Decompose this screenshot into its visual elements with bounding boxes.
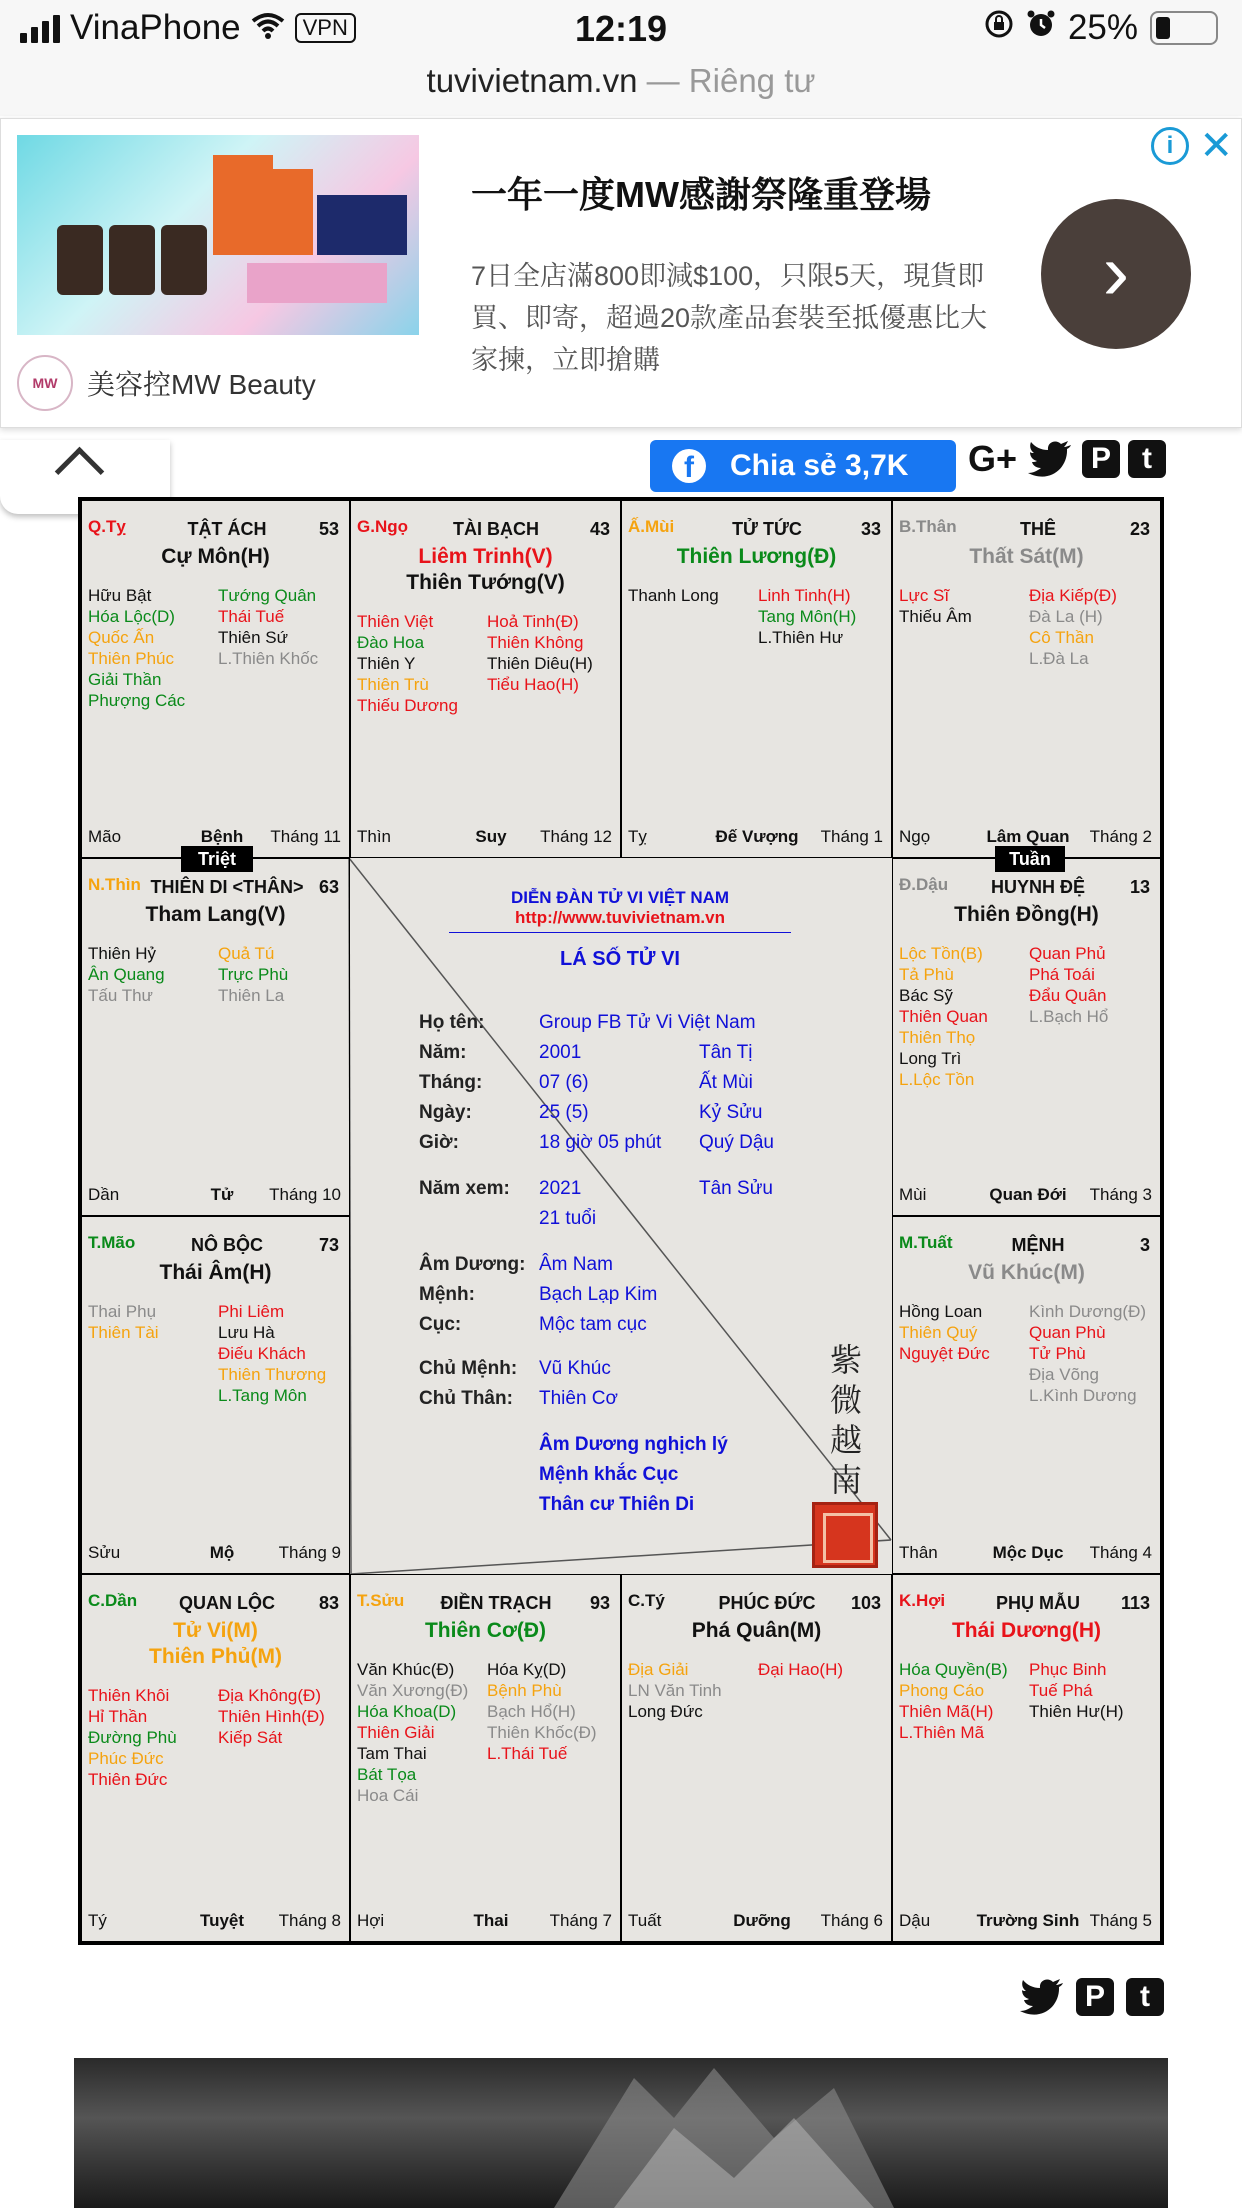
- value-menh: Bạch Lạp Kim: [539, 1284, 658, 1305]
- star: Kình Dương(Đ): [1029, 1302, 1147, 1321]
- star: Đường Phù: [88, 1728, 177, 1747]
- star: Phượng Các: [88, 691, 186, 710]
- star: Thiên Hỷ: [88, 944, 157, 963]
- star: Đẩu Quân: [1029, 986, 1107, 1005]
- palace-cell: [81, 500, 350, 858]
- url-domain: tuvivietnam.vn: [426, 62, 638, 99]
- label-chu-than: Chủ Thân:: [419, 1388, 513, 1409]
- status-right: [984, 8, 1218, 48]
- palace-month: Tháng 2: [1089, 827, 1152, 846]
- value-gio-can: Quý Dậu: [699, 1132, 774, 1153]
- star: Phúc Đức: [88, 1749, 164, 1768]
- alarm-icon: [1026, 8, 1056, 48]
- main-star: Vũ Khúc(M): [968, 1261, 1085, 1284]
- star: Hỉ Thần: [88, 1707, 148, 1726]
- star: Đào Hoa: [357, 633, 425, 652]
- palace-age: 83: [318, 1593, 339, 1613]
- note-am-duong: Âm Dương nghịch lý: [539, 1434, 728, 1455]
- value-thang-can: Ất Mùi: [699, 1072, 753, 1093]
- star: Thiên La: [218, 986, 285, 1005]
- ad-info-icon[interactable]: i: [1151, 127, 1189, 165]
- note-than-cu: Thân cư Thiên Di: [539, 1494, 695, 1515]
- palace-cell: [621, 500, 892, 858]
- label-ngay: Ngày:: [419, 1102, 472, 1123]
- palace-phase: Dưỡng: [733, 1911, 791, 1930]
- palace-stem: Ấ.Mùi: [628, 517, 675, 536]
- right-stars: [1029, 943, 1108, 1027]
- star: L.Bạch Hổ: [1029, 1007, 1109, 1026]
- palace-branch: Thân: [899, 1543, 938, 1562]
- ad-close-icon[interactable]: ✕: [1199, 124, 1233, 168]
- palace-stem: Q.Tỵ: [88, 517, 126, 536]
- palace-cell: [892, 858, 1161, 1216]
- ad-title[interactable]: 一年一度MW感謝祭隆重登場: [471, 174, 931, 215]
- palace-cell: [621, 1574, 892, 1942]
- palace-branch: Tỵ: [628, 827, 647, 846]
- twitter-icon-bottom[interactable]: [1020, 1978, 1064, 2021]
- star: Long Trì: [899, 1049, 962, 1068]
- tumblr-icon-bottom[interactable]: t: [1126, 1978, 1164, 2016]
- palace-cell: [892, 1574, 1161, 1942]
- star: Phong Cáo: [899, 1681, 985, 1700]
- site-name: DIỄN ĐÀN TỬ VI VIỆT NAM: [510, 888, 730, 907]
- palace-name: NÔ BỘC: [191, 1235, 263, 1255]
- star: Quốc Ấn: [88, 628, 155, 647]
- palace-cell: [892, 500, 1161, 858]
- star: Phá Toái: [1029, 965, 1095, 984]
- star: Tiểu Hao(H): [487, 675, 579, 694]
- palace-cell: [350, 1574, 621, 1942]
- ad-image[interactable]: [17, 135, 419, 335]
- palace-name: TỬ TỨC: [732, 519, 802, 539]
- palace-stem: M.Tuất: [899, 1233, 953, 1252]
- star: Tang Môn(H): [758, 607, 857, 626]
- star: Thiên Đức: [88, 1770, 168, 1789]
- note-menh-cuc: Mệnh khắc Cục: [539, 1464, 679, 1485]
- battery-percent: 25%: [1067, 8, 1138, 47]
- star: Thiên Hư(H): [1029, 1702, 1124, 1721]
- battery-icon: [1150, 11, 1218, 45]
- rotation-lock-icon: [984, 8, 1014, 48]
- star: Thai Phụ: [88, 1302, 157, 1321]
- star: Phi Liêm: [218, 1302, 285, 1321]
- palace-branch: Mùi: [899, 1185, 927, 1204]
- tuan-tag: Tuần: [995, 846, 1065, 872]
- star: Thiên Mã(H): [899, 1702, 994, 1721]
- star: Quả Tú: [218, 944, 275, 963]
- value-am-duong: Âm Nam: [539, 1254, 613, 1275]
- ad-go-button[interactable]: ›: [1041, 199, 1191, 349]
- palace-cell: [81, 1216, 350, 1574]
- value-ho-ten: Group FB Tử Vi Việt Nam: [539, 1012, 756, 1033]
- palace-month: Tháng 11: [270, 827, 341, 846]
- star: Bạch Hổ(H): [487, 1702, 576, 1721]
- main-star: Cự Môn(H): [161, 545, 270, 568]
- ad-banner[interactable]: [0, 118, 1242, 428]
- star: Tả Phù: [899, 965, 954, 984]
- palace-branch: Dần: [88, 1185, 120, 1204]
- palace-name: TÀI BẠCH: [453, 519, 539, 539]
- star: Thái Tuế: [218, 607, 285, 626]
- palace-phase: Mộc Dục: [992, 1543, 1064, 1562]
- star: Lực Sĩ: [899, 586, 950, 605]
- palace-phase: Lâm Quan: [986, 827, 1070, 846]
- label-nam: Năm:: [419, 1042, 467, 1063]
- palace-phase: Tuyệt: [199, 1911, 245, 1930]
- value-ngay-can: Kỷ Sửu: [699, 1102, 763, 1123]
- star: Thanh Long: [628, 586, 719, 605]
- star: LN Văn Tinh: [628, 1681, 722, 1700]
- main-star: Liêm Trinh(V): [418, 545, 553, 568]
- star: Địa Kiếp(Đ): [1029, 586, 1117, 605]
- palace-month: Tháng 5: [1089, 1911, 1152, 1930]
- star: Thiên Khôi: [88, 1686, 170, 1705]
- star: Bát Tọa: [357, 1765, 417, 1784]
- right-stars: [758, 1659, 843, 1680]
- palace-age: 73: [318, 1235, 339, 1255]
- chart-title: LÁ SỐ TỬ VI: [560, 948, 680, 970]
- right-stars: [487, 1659, 597, 1764]
- star: Văn Xương(Đ): [357, 1681, 469, 1700]
- value-tuoi: 21 tuổi: [539, 1208, 597, 1229]
- palace-branch: Mão: [88, 827, 122, 846]
- main-star: Tham Lang(V): [145, 903, 286, 926]
- palace-name: PHÚC ĐỨC: [718, 1593, 816, 1613]
- ad-brand-name: 美容控MW Beauty: [87, 369, 316, 400]
- star: Lưu Hà: [218, 1323, 275, 1342]
- palace-age: 93: [589, 1593, 610, 1613]
- star: Hóa Khoa(D): [357, 1702, 457, 1721]
- star: Thiếu Âm: [899, 607, 972, 626]
- left-stars: [88, 1301, 159, 1343]
- palace-month: Tháng 8: [278, 1911, 341, 1930]
- palace-name: THIÊN DI <THÂN>: [150, 877, 304, 897]
- star: L.Thái Tuế: [487, 1744, 568, 1763]
- share-label: Chia sẻ 3,7K: [730, 449, 909, 482]
- star: Thiếu Dương: [357, 696, 458, 715]
- palace-stem: G.Ngọ: [357, 517, 408, 536]
- palace-age: 63: [318, 877, 339, 897]
- main-star: Thất Sát(M): [969, 545, 1084, 568]
- star: Thiên Quan: [899, 1007, 988, 1026]
- star: Thiên Thọ: [899, 1028, 976, 1047]
- star: Tuế Phá: [1029, 1681, 1093, 1700]
- left-stars: [899, 585, 972, 627]
- main-star: Tử Vi(M): [173, 1619, 258, 1642]
- value-cuc: Mộc tam cục: [539, 1314, 647, 1335]
- value-nam-can: Tân Tị: [699, 1042, 753, 1063]
- palace-month: Tháng 4: [1089, 1543, 1152, 1562]
- main-star: Thiên Đồng(H): [954, 903, 1099, 926]
- carrier-label: VinaPhone: [70, 8, 241, 47]
- palace-month: Tháng 12: [540, 827, 612, 846]
- star: Tấu Thư: [88, 986, 153, 1005]
- left-stars: [628, 1659, 722, 1722]
- label-ho-ten: Họ tên:: [419, 1012, 485, 1033]
- palace-name: HUYNH ĐỆ: [990, 877, 1085, 897]
- star: Thiên Tài: [88, 1323, 159, 1342]
- palace-cell: [892, 1216, 1161, 1574]
- star: Tử Phù: [1029, 1344, 1086, 1363]
- star: Đại Hao(H): [758, 1660, 844, 1679]
- left-stars: [357, 1659, 468, 1806]
- left-stars: [88, 943, 165, 1006]
- brand-logo: MW: [17, 355, 73, 411]
- palace-month: Tháng 7: [549, 1911, 612, 1930]
- value-ngay: 25 (5): [539, 1102, 589, 1123]
- star: Long Đức: [628, 1702, 703, 1721]
- star: Trực Phù: [218, 965, 289, 984]
- palace-month: Tháng 3: [1089, 1185, 1152, 1204]
- palace-branch: Tuất: [628, 1911, 662, 1930]
- star: Quan Phù: [1029, 1323, 1106, 1342]
- palace-age: 13: [1129, 877, 1150, 897]
- palace-stem: C.Dần: [88, 1591, 138, 1610]
- main-star: Thái Âm(H): [159, 1261, 272, 1284]
- star: Địa Võng: [1029, 1365, 1099, 1384]
- palace-phase: Bệnh: [200, 827, 244, 846]
- palace-phase: Trường Sinh: [976, 1911, 1080, 1930]
- chart-center: [349, 858, 891, 1574]
- star: Thiên Y: [357, 654, 416, 673]
- star: Lộc Tồn(B): [899, 944, 983, 963]
- left-stars: [899, 1659, 1008, 1743]
- label-cuc: Cục:: [419, 1314, 462, 1335]
- label-nam-xem: Năm xem:: [419, 1178, 510, 1199]
- star: Tam Thai: [357, 1744, 427, 1763]
- left-stars: [88, 585, 185, 711]
- palace-stem: B.Thân: [899, 517, 957, 536]
- palace-phase: Quan Đới: [989, 1185, 1067, 1204]
- right-stars: [218, 585, 318, 669]
- star: Thiên Quý: [899, 1323, 978, 1342]
- left-stars: [357, 611, 458, 716]
- main-star: Thái Dương(H): [951, 1619, 1102, 1642]
- palace-branch: Thìn: [357, 827, 392, 846]
- seal-text: 紫微越南: [829, 1341, 862, 1499]
- left-stars: [899, 943, 988, 1090]
- palace-stem: C.Tý: [628, 1591, 665, 1610]
- palace-age: 113: [1120, 1593, 1150, 1613]
- star: Thiên Giải: [357, 1723, 435, 1742]
- star: Thiên Trù: [357, 675, 429, 694]
- article-image: [74, 2058, 1168, 2208]
- palace-cell: [350, 500, 621, 858]
- star: L.Tang Môn: [218, 1386, 307, 1405]
- facebook-share-button[interactable]: [650, 440, 956, 492]
- palace-age: 33: [860, 519, 881, 539]
- right-stars: [218, 943, 288, 1006]
- palace-name: ĐIỀN TRẠCH: [440, 1593, 552, 1613]
- pinterest-icon-bottom[interactable]: P: [1076, 1978, 1114, 2016]
- star: Hóa Kỵ(D): [487, 1660, 567, 1679]
- value-gio: 18 giờ 05 phút: [539, 1132, 662, 1153]
- label-chu-menh: Chủ Mệnh:: [419, 1358, 518, 1379]
- palace-age: 53: [318, 519, 339, 539]
- star: Thiên Diêu(H): [487, 654, 593, 673]
- palace-phase: Thai: [473, 1911, 509, 1930]
- palace-branch: Hợi: [357, 1911, 385, 1930]
- palace-branch: Ngọ: [899, 827, 931, 846]
- label-menh: Mệnh:: [419, 1284, 475, 1305]
- value-chu-menh: Vũ Khúc: [539, 1358, 611, 1379]
- palace-age: 103: [850, 1593, 881, 1613]
- star: Thiên Khốc(Đ): [487, 1723, 597, 1742]
- palace-branch: Dậu: [899, 1911, 931, 1930]
- palace-cell: [81, 1574, 350, 1942]
- palace-name: PHỤ MẪU: [996, 1593, 1080, 1613]
- star: Văn Khúc(Đ): [357, 1660, 455, 1679]
- status-bar: [0, 0, 1242, 60]
- palace-cell: [81, 858, 350, 1216]
- palace-branch: Sửu: [88, 1543, 121, 1562]
- right-stars: [758, 585, 856, 648]
- value-chu-than: Thiên Cơ: [539, 1388, 618, 1409]
- palace-stem: T.Mão: [88, 1233, 136, 1252]
- star: Hoả Tinh(Đ): [487, 612, 579, 631]
- palace-phase: Mộ: [209, 1543, 235, 1562]
- star: Thiên Hình(Đ): [218, 1707, 325, 1726]
- value-thang: 07 (6): [539, 1072, 589, 1093]
- star: Thiên Việt: [357, 612, 434, 631]
- main-star: Thiên Phủ(M): [149, 1645, 282, 1668]
- right-stars: [1029, 1659, 1124, 1722]
- star: Hóa Lộc(D): [88, 607, 175, 626]
- star: Kiếp Sát: [218, 1728, 283, 1747]
- right-stars: [1029, 585, 1117, 669]
- star: Giải Thần: [88, 670, 162, 689]
- palace-stem: N.Thìn: [88, 875, 141, 894]
- palace-month: Tháng 1: [820, 827, 883, 846]
- palace-name: TẬT ÁCH: [187, 519, 267, 539]
- palace-age: 43: [589, 519, 610, 539]
- star: Đà La (H): [1029, 607, 1103, 626]
- star: Địa Giải: [628, 1660, 689, 1679]
- value-nam: 2001: [539, 1042, 582, 1063]
- star: Điếu Khách: [218, 1344, 306, 1363]
- palace-stem: T.Sửu: [357, 1591, 405, 1610]
- palace-phase: Suy: [475, 827, 507, 846]
- label-gio: Giờ:: [419, 1132, 459, 1153]
- star: Thiên Sứ: [218, 628, 288, 647]
- right-stars: [1029, 1301, 1146, 1406]
- palace-name: THÊ: [1020, 519, 1056, 539]
- star: Phục Binh: [1029, 1660, 1107, 1679]
- star: Hữu Bật: [88, 586, 152, 605]
- star: L.Thiên Mã: [899, 1723, 985, 1742]
- twitter-icon[interactable]: [1028, 440, 1072, 483]
- palace-age: 23: [1129, 519, 1150, 539]
- palace-age: 3: [1139, 1235, 1150, 1255]
- right-stars: [487, 611, 593, 695]
- star: Thiên Phúc: [88, 649, 174, 668]
- star: Tướng Quân: [218, 586, 317, 605]
- clock: 12:19: [574, 8, 668, 49]
- chevron-up-icon: [55, 447, 104, 496]
- star: L.Đà La: [1029, 649, 1089, 668]
- palace-phase: Đế Vượng: [715, 827, 799, 846]
- site-url[interactable]: http://www.tuvivietnam.vn: [515, 908, 725, 927]
- ad-brand[interactable]: [17, 355, 316, 411]
- main-star: Phá Quân(M): [691, 1619, 822, 1642]
- pinterest-icon[interactable]: P: [1082, 440, 1120, 478]
- star: L.Kình Dương: [1029, 1386, 1137, 1405]
- right-stars: [218, 1685, 325, 1748]
- right-stars: [218, 1301, 326, 1406]
- palace-month: Tháng 9: [278, 1543, 341, 1562]
- star: Hồng Loan: [899, 1302, 983, 1321]
- star: Bệnh Phù: [487, 1681, 562, 1700]
- facebook-icon: f: [672, 449, 706, 483]
- label-thang: Tháng:: [419, 1072, 483, 1093]
- star: Địa Không(Đ): [218, 1686, 321, 1705]
- ad-description: 7日全店滿800即減$100，只限5天，現貨即買、即寄，超過20款產品套裝至抵優惠比大家揀，立即搶購: [471, 261, 988, 375]
- triet-tag: Triệt: [181, 846, 253, 872]
- left-stars: [88, 1685, 177, 1790]
- star: Hoa Cái: [357, 1786, 419, 1805]
- star: Ân Quang: [88, 965, 165, 984]
- star: L.Thiên Hư: [758, 628, 844, 647]
- palace-month: Tháng 10: [269, 1185, 341, 1204]
- left-stars: [628, 585, 719, 606]
- star: Hóa Quyền(B): [899, 1660, 1008, 1679]
- tu-vi-chart: [78, 497, 1164, 1945]
- palace-branch: Tý: [88, 1911, 107, 1930]
- palace-name: QUAN LỘC: [179, 1593, 275, 1613]
- palace-phase: Tử: [210, 1185, 234, 1204]
- palace-stem: Đ.Dậu: [899, 875, 949, 894]
- palace-name: MỆNH: [1011, 1235, 1065, 1255]
- main-star: Thiên Lương(Đ): [676, 545, 837, 568]
- star: Thiên Thương: [218, 1365, 327, 1384]
- main-star: Thiên Tướng(V): [406, 571, 565, 594]
- url-privacy: — Riêng tư: [637, 62, 816, 99]
- url-bar[interactable]: [0, 60, 1242, 116]
- main-star: Thiên Cơ(Đ): [424, 1619, 547, 1642]
- tumblr-icon[interactable]: t: [1128, 440, 1166, 478]
- palace-month: Tháng 6: [820, 1911, 883, 1930]
- star: Linh Tinh(H): [758, 586, 851, 605]
- google-plus-icon[interactable]: G+: [968, 438, 1018, 479]
- palace-stem: K.Hợi: [899, 1591, 946, 1610]
- label-am-duong: Âm Dương:: [419, 1254, 526, 1275]
- red-seal-stamp: [812, 1502, 878, 1568]
- left-stars: [899, 1301, 990, 1364]
- star: Quan Phủ: [1029, 944, 1106, 963]
- star: Bác Sỹ: [899, 986, 953, 1005]
- star: Thiên Không: [487, 633, 584, 652]
- vpn-badge: VPN: [295, 13, 356, 43]
- star: L.Thiên Khốc: [218, 649, 319, 668]
- star: Nguyệt Đức: [899, 1344, 990, 1363]
- value-nam-xem-can: Tân Sửu: [699, 1178, 773, 1199]
- star: L.Lộc Tồn: [899, 1070, 975, 1089]
- value-nam-xem: 2021: [539, 1178, 582, 1199]
- star: Cô Thần: [1029, 628, 1094, 647]
